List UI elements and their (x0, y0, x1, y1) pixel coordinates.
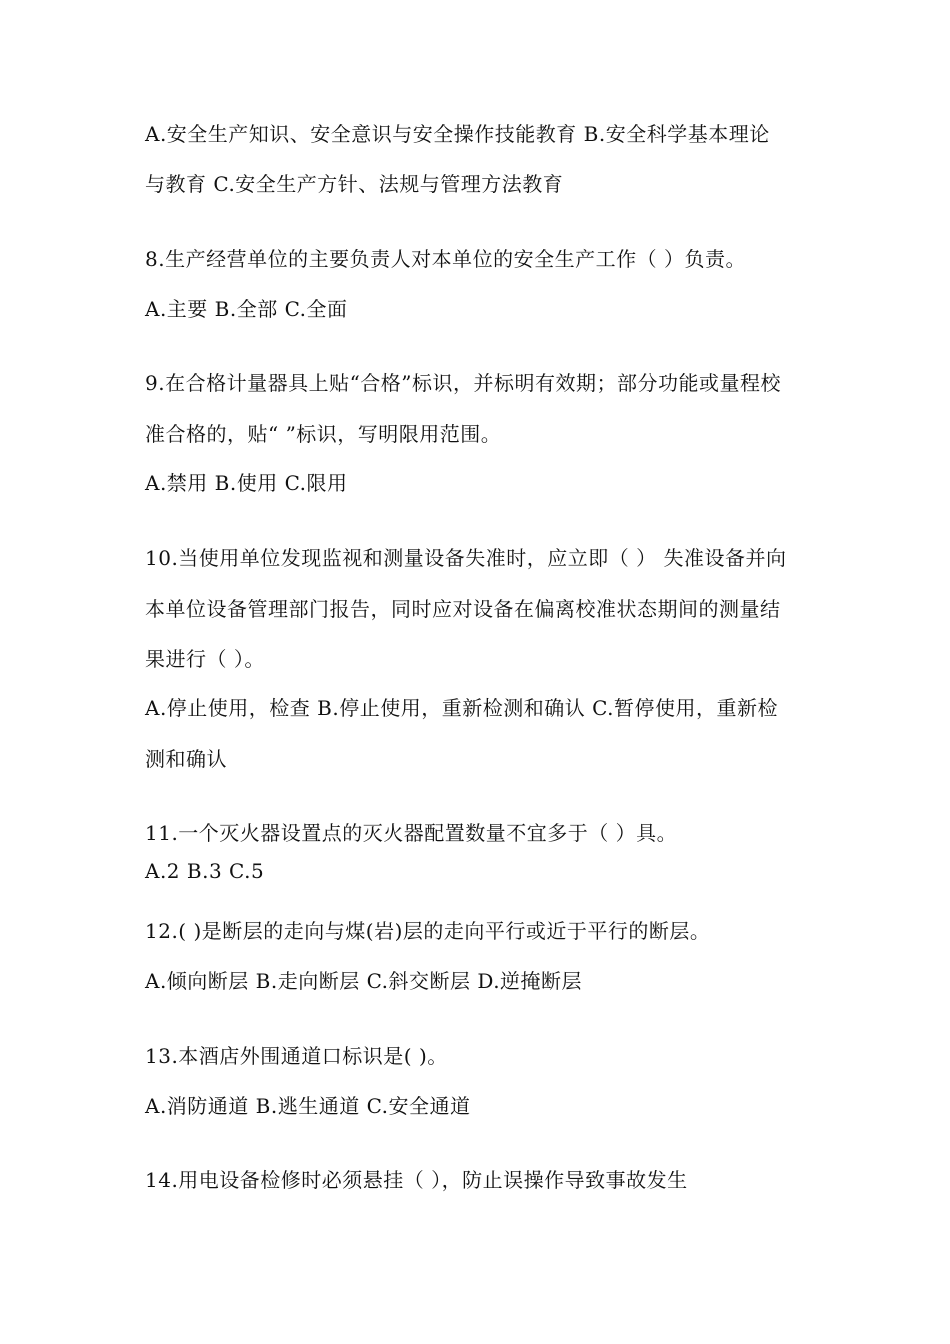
question-12-stem: 12.( )是断层的走向与煤(岩)层的走向平行或近于平行的断层。 (145, 919, 711, 943)
question-14-stem: 14.用电设备检修时必须悬挂（ ），防止误操作导致事故发生 (145, 1168, 688, 1192)
question-10-option-line-2: 测和确认 (145, 747, 227, 771)
question-10-stem-line-2: 本单位设备管理部门报告，同时应对设备在偏离校准状态期间的测量结 (145, 597, 781, 621)
question-10-stem-line-1: 10.当使用单位发现监视和测量设备失准时，应立即（ ） 失准设备并向 (145, 546, 787, 570)
question-10-stem-line-3: 果进行（ ）。 (145, 647, 265, 671)
question-12-options: A.倾向断层 B.走向断层 C.斜交断层 D.逆掩断层 (145, 969, 583, 993)
question-10-option-line-1: A.停止使用，检查 B.停止使用，重新检测和确认 C.暂停使用，重新检 (145, 696, 779, 720)
question-11-options: A.2 B.3 C.5 (145, 859, 265, 883)
question-8-options: A.主要 B.全部 C.全面 (145, 297, 348, 321)
question-7-option-line-1: A.安全生产知识、安全意识与安全操作技能教育 B.安全科学基本理论 (145, 122, 770, 146)
question-7-option-line-2: 与教育 C.安全生产方针、法规与管理方法教育 (145, 172, 564, 196)
question-8-stem: 8.生产经营单位的主要负责人对本单位的安全生产工作（ ）负责。 (145, 247, 746, 271)
question-11-stem: 11.一个灭火器设置点的灭火器配置数量不宜多于（ ）具。 (145, 821, 678, 845)
question-9-stem-line-1: 9.在合格计量器具上贴“合格”标识，并标明有效期；部分功能或量程校 (145, 371, 782, 395)
question-13-stem: 13.本酒店外围通道口标识是( )。 (145, 1044, 448, 1068)
question-13-options: A.消防通道 B.逃生通道 C.安全通道 (145, 1094, 471, 1118)
question-9-stem-line-2: 准合格的，贴“ ”标识，写明限用范围。 (145, 422, 502, 446)
question-9-options: A.禁用 B.使用 C.限用 (145, 471, 348, 495)
